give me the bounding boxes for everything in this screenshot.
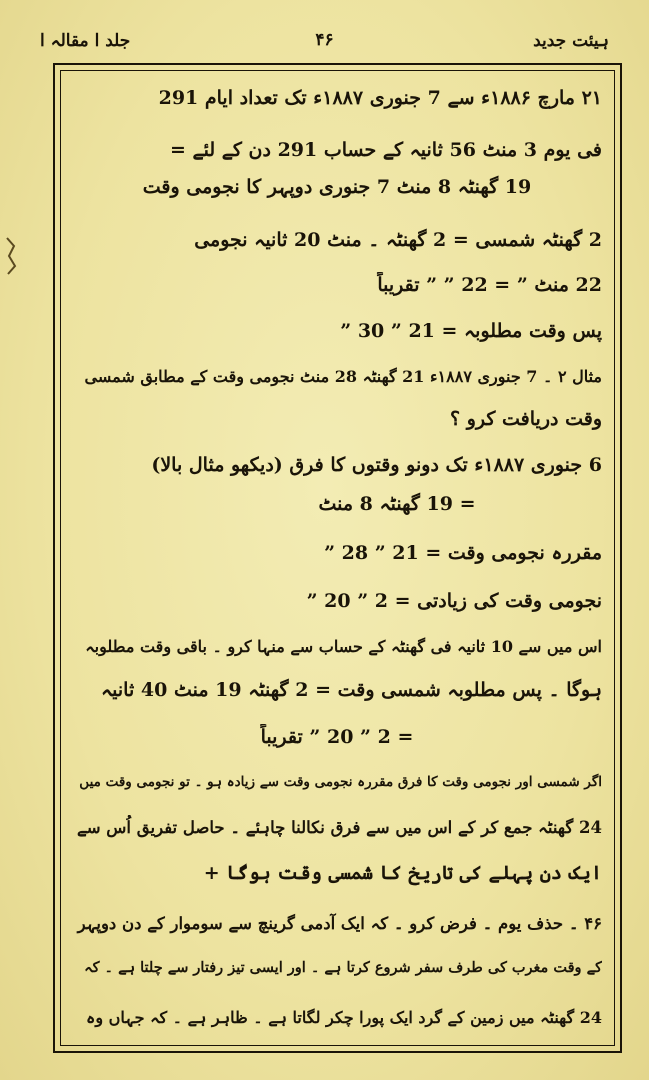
text-line-2: فی یوم 3 منٹ 56 ثانیہ کے حساب 291 دن کے لئے = (169, 139, 602, 161)
text-line-13: اس میں سے 10 ثانیہ فی گھنٹہ کے حساب سے منہا کرو ۔ باقی وقت مطلوبہ (85, 637, 602, 656)
text-line-19: ۴۶ ۔ حذف یوم ۔ فرض کرو ۔ کہ ایک آدمی گرینچ سے سوموار کے دن دوپہر (77, 914, 602, 933)
text-line-3: 19 گھنٹہ 8 منٹ 7 جنوری دوپہر کا نجومی وقت (142, 176, 532, 198)
text-line-11: مقررہ نجومی وقت = 21 ” 28 ” (324, 542, 602, 564)
text-line-15: = 2 ” 20 ” تقریباً (260, 726, 414, 748)
text-line-12: نجومی وقت کی زیادتی = 2 ” 20 ” (306, 590, 602, 612)
text-line-20: کے وقت مغرب کی طرف سفر شروع کرتا ہے ۔ اور ایسی تیز رفتار سے چلتا ہے ۔ کہ (84, 959, 602, 976)
text-line-16: اگر شمسی اور نجومی وقت کا فرق مقررہ نجومی وقت سے زیادہ ہو ۔ تو نجومی وقت میں (79, 774, 602, 790)
text-line-17: 24 گھنٹہ جمع کر کے اس میں سے فرق نکالنا چاہئے ۔ حاصل تفریق اُس سے (77, 818, 602, 837)
text-line-6: پس وقت مطلوبہ = 21 ” 30 ” (340, 320, 602, 342)
text-line-9: 6 جنوری ۱۸۸۷ء تک دونو وقتوں کا فرق (دیکھو مثال بالا) (151, 454, 602, 476)
text-line-21: 24 گھنٹہ میں زمین کے گرد ایک پورا چکر لگاتا ہے ۔ ظاہر ہے ۔ کہ جہاں وہ (85, 1008, 602, 1027)
text-line-1: ۲۱ مارچ ۱۸۸۶ء سے 7 جنوری ۱۸۸۷ء تک تعداد ایام 291 (158, 87, 602, 109)
volume-section: جلد ا مقالہ ا (40, 31, 131, 51)
book-title: ہیئت جدید (533, 31, 609, 51)
text-line-7: مثال ۲ ۔ 7 جنوری ۱۸۸۷ء 21 گھنٹہ 28 منٹ نجومی وقت کے مطابق شمسی (84, 367, 602, 386)
page-number: ۴۶ (315, 30, 334, 50)
running-head (40, 30, 609, 58)
text-line-5: 22 منٹ ” = 22 ” ” تقریباً (377, 274, 602, 296)
page-edge-mark (4, 236, 18, 276)
text-line-14: ہوگا ۔ پس مطلوبہ شمسی وقت = 2 گھنٹہ 19 منٹ 40 ثانیہ (101, 679, 602, 701)
text-line-10: = 19 گھنٹہ 8 منٹ (318, 493, 476, 515)
text-line-4: 2 گھنٹہ شمسی = 2 گھنٹہ ۔ منٹ 20 ثانیہ نجومی (194, 229, 602, 251)
text-line-8: وقت دریافت کرو ؟ (450, 408, 602, 430)
text-line-18: ایک دن پہلے کی تاریخ کا شمسی وقت ہوگا + (203, 862, 602, 884)
